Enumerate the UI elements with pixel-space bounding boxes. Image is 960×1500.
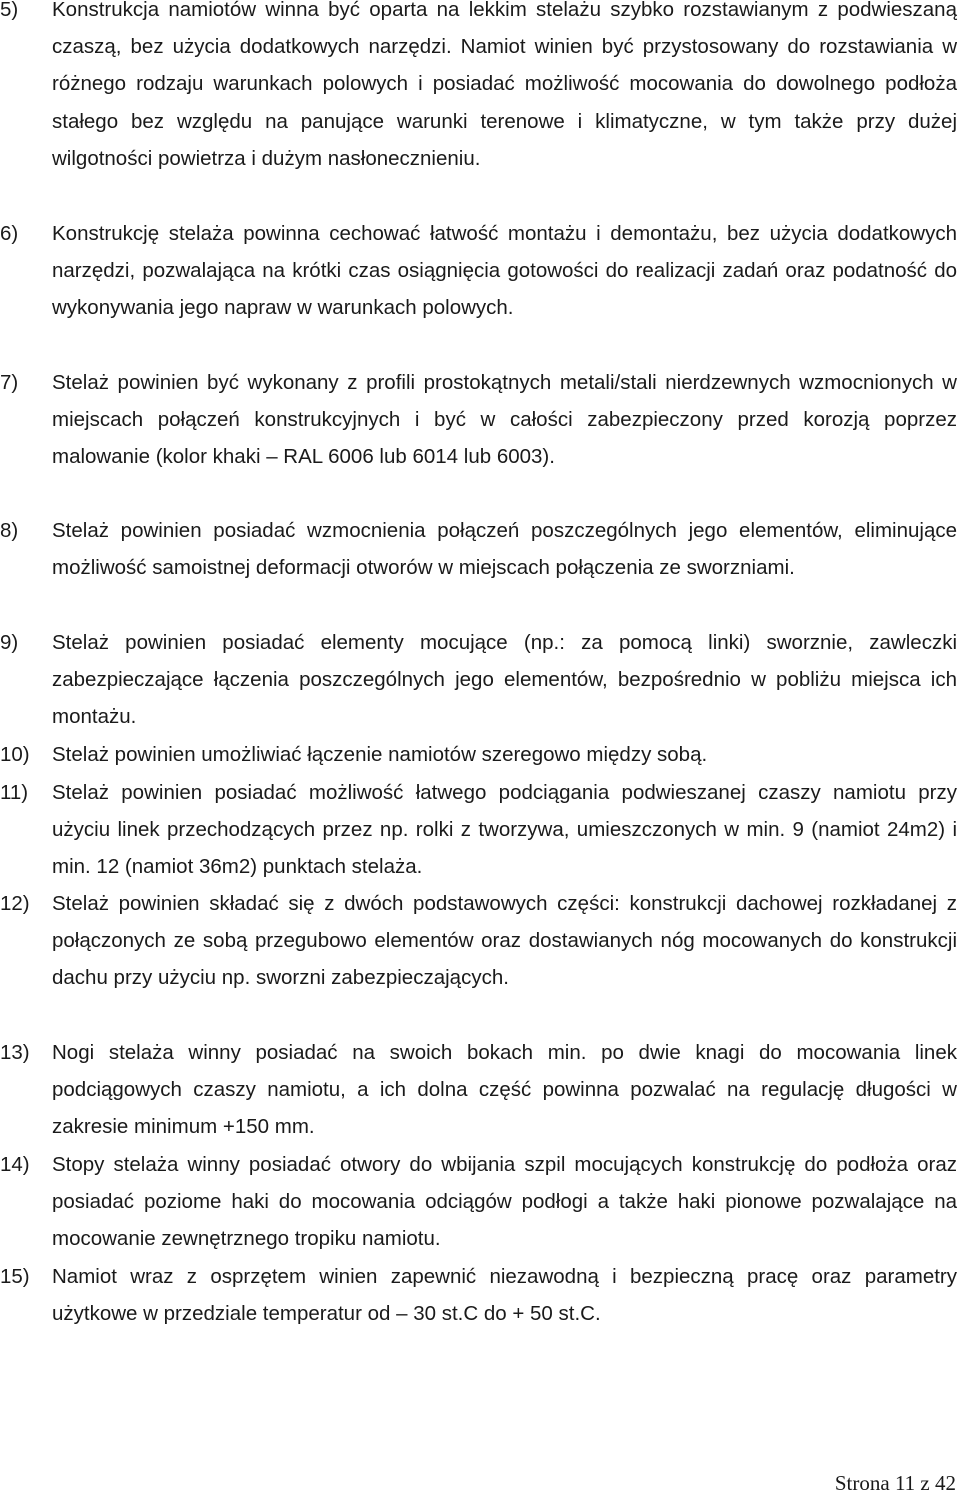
total-pages: 42 <box>935 1471 956 1495</box>
item-number: 7) <box>0 371 19 394</box>
item-number: 8) <box>0 519 19 542</box>
item-number: 9) <box>0 631 19 654</box>
item-number: 15) <box>0 1265 30 1288</box>
item-text: Konstrukcja namiotów winna być oparta na lekkim stelażu szybko rozstawianym z podwieszaną czaszą, bez użycia dodatkowych narzędzi. Namiot winien być przystosowany do rozstawiania w różnego rodzaju warunkach polowych i posiadać możliwość mocowania do dowolnego podłoża stałego bez względu na panujące warunki terenowe i klimatyczne, w tym także przy dużej wilgotności powietrza i dużym nasłonecznieniu. <box>52 0 957 170</box>
item-text: Namiot wraz z osprzętem winien zapewnić niezawodną i bezpieczną pracę oraz parametry użytkowe w przedziale temperatur od – 30 st.C do + 50 st.C. <box>52 1265 957 1326</box>
item-number: 14) <box>0 1153 30 1176</box>
item-text: Stelaż powinien posiadać możliwość łatwego podciągania podwieszanej czaszy namiotu przy użyciu linek przechodzących przez np. rolki z tworzywa, umieszczonych w min. 9 (namiot 24m2) i min. 12 (namiot 36m2) punktach stelaża. <box>52 781 957 879</box>
item-number: 5) <box>0 0 19 21</box>
item-number: 11) <box>0 781 29 804</box>
item-text: Stelaż powinien umożliwiać łączenie namiotów szeregowo między sobą. <box>52 743 708 766</box>
item-number: 13) <box>0 1041 30 1064</box>
page-label: Strona <box>834 1471 890 1495</box>
item-text: Konstrukcję stelaża powinna cechować łatwość montażu i demontażu, bez użycia dodatkowych narzędzi, pozwalająca na krótki czas osiągnięcia gotowości do realizacji zadań oraz podatność do wykonywania jego napraw w warunkach polowych. <box>52 222 957 320</box>
current-page: 11 <box>894 1471 916 1495</box>
item-text: Nogi stelaża winny posiadać na swoich bokach min. po dwie knagi do mocowania linek podciągowych czaszy namiotu, a ich dolna część powinna pozwalać na regulację długości w zakresie minimum +150 mm. <box>52 1041 957 1139</box>
item-text: Stelaż powinien posiadać elementy mocujące (np.: za pomocą linki) sworznie, zawleczki zabezpieczające łączenia poszczególnych jego elementów, bezpośrednio w pobliżu miejsca ich montażu. <box>52 631 957 729</box>
page-number-footer <box>835 1470 956 1496</box>
page-separator: z <box>920 1471 930 1495</box>
item-text: Stelaż powinien być wykonany z profili prostokątnych metali/stali nierdzewnych wzmocnionych w miejscach połączeń konstrukcyjnych i być w całości zabezpieczony przed korozją poprzez malowanie (kolor khaki – RAL 6006 lub 6014 lub 6003). <box>52 371 957 469</box>
item-text: Stelaż powinien składać się z dwóch podstawowych części: konstrukcji dachowej rozkładanej z połączonych ze sobą przegubowo elementów oraz dostawianych nóg mocowanych do konstrukcji dachu przy użyciu np. sworzni zabezpieczających. <box>52 892 957 990</box>
item-text: Stopy stelaża winny posiadać otwory do wbijania szpil mocujących konstrukcję do podłoża oraz posiadać poziome haki do mocowania odciągów podłogi a także haki pionowe pozwalające na mocowanie zewnętrznego tropiku namiotu. <box>52 1153 957 1251</box>
item-number: 6) <box>0 222 19 245</box>
item-number: 10) <box>0 743 30 766</box>
item-number: 12) <box>0 892 30 915</box>
item-text: Stelaż powinien posiadać wzmocnienia połączeń poszczególnych jego elementów, eliminujące możliwość samoistnej deformacji otworów w miejscach połączenia ze sworzniami. <box>52 519 957 580</box>
